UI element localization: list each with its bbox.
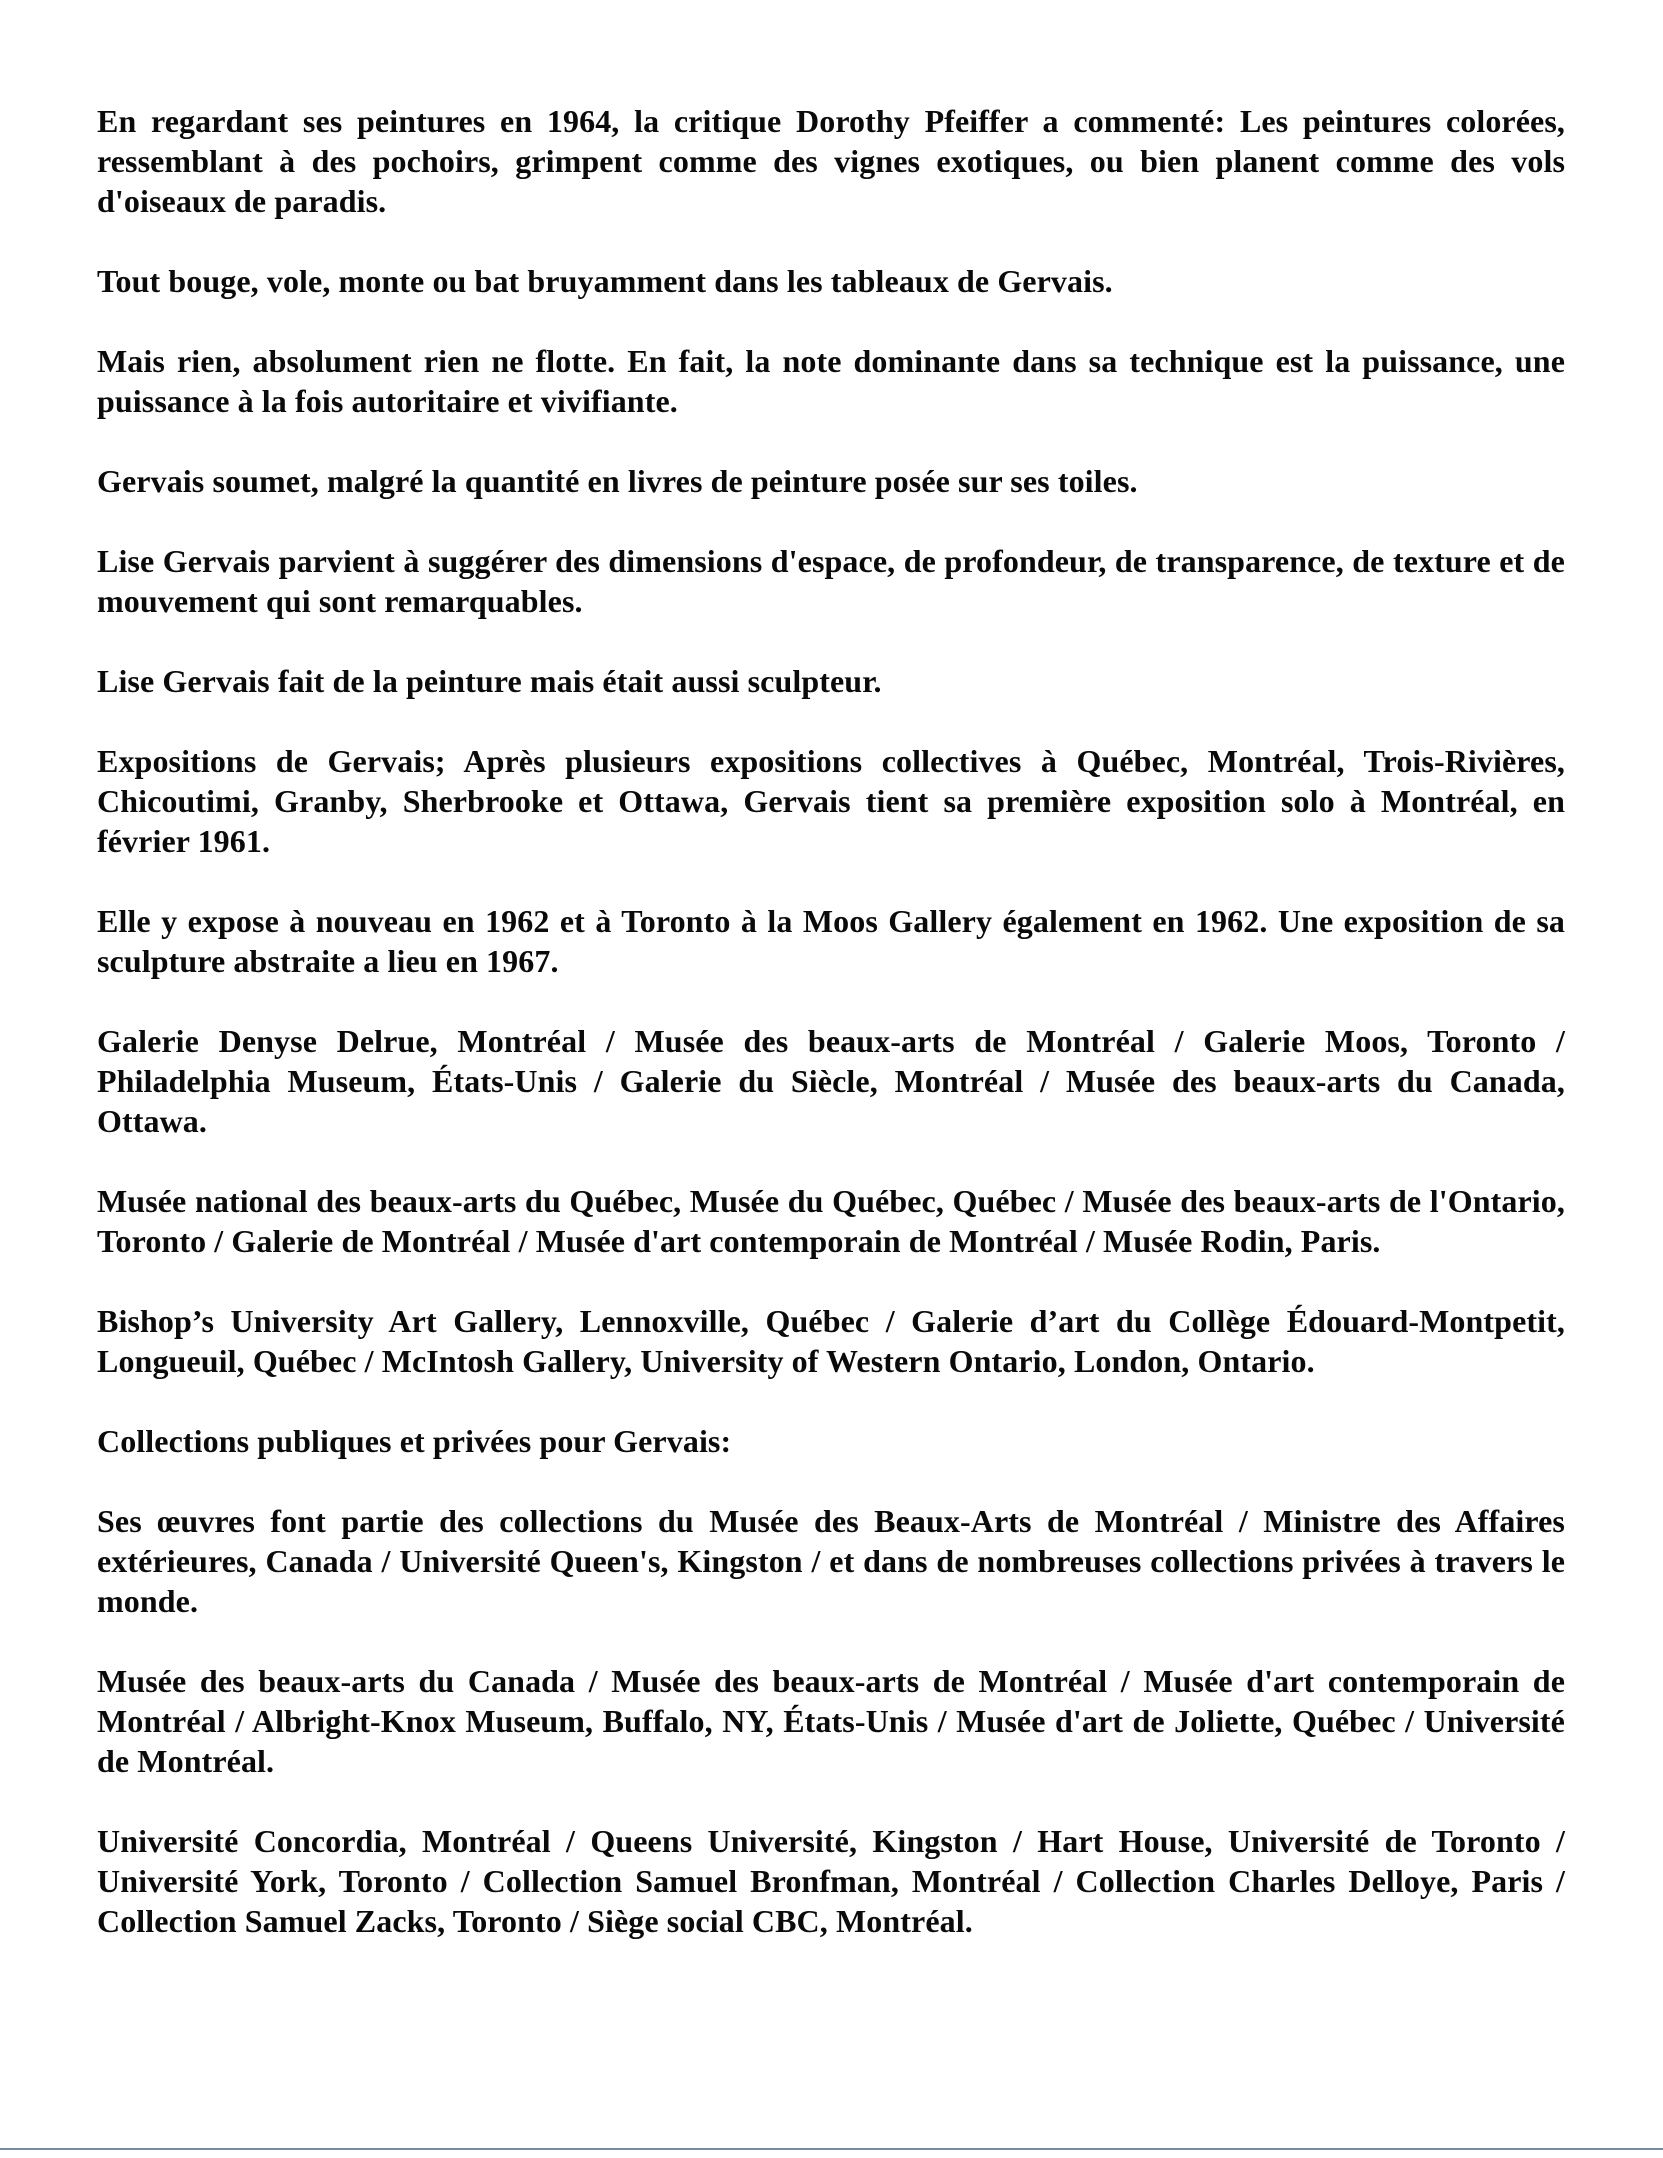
paragraph-collections-1: Ses œuvres font partie des collections du Musée des Beaux-Arts de Montréal / Ministre des Affaires extérieures, Canada / Université Queen's, Kingston / et dans de nombreuses collections privées à travers le monde. <box>97 1503 1565 1619</box>
paragraph-collections-heading: Collections publiques et privées pour Gervais: <box>97 1423 732 1459</box>
document-body <box>97 101 1565 1981</box>
paragraph-1962-exhibition: Elle y expose à nouveau en 1962 et à Toronto à la Moos Gallery également en 1962. Une exposition de sa sculpture abstraite a lieu en 1967. <box>97 903 1565 979</box>
paragraph-movement: Tout bouge, vole, monte ou bat bruyamment dans les tableaux de Gervais. <box>97 263 1113 299</box>
paragraph-exhibitions: Expositions de Gervais; Après plusieurs expositions collectives à Québec, Montréal, Trois-Rivières, Chicoutimi, Granby, Sherbrooke et Ottawa, Gervais tient sa première exposition solo à Montréal, en février 1961. <box>97 743 1565 859</box>
paragraph-pfeiffer-quote: En regardant ses peintures en 1964, la critique Dorothy Pfeiffer a commenté: Les peintures colorées, ressemblant à des pochoirs, grimpent comme des vignes exotiques, ou bien planent comme des vols d'oiseaux de paradis. <box>97 103 1565 219</box>
paragraph-galleries-1: Galerie Denyse Delrue, Montréal / Musée des beaux-arts de Montréal / Galerie Moos, Toronto / Philadelphia Museum, États-Unis / Galerie du Siècle, Montréal / Musée des beaux-arts du Canada, Ottawa. <box>97 1023 1565 1139</box>
paragraph-paint-quantity: Gervais soumet, malgré la quantité en livres de peinture posée sur ses toiles. <box>97 463 1138 499</box>
paragraph-dimensions: Lise Gervais parvient à suggérer des dimensions d'espace, de profondeur, de transparence, de texture et de mouvement qui sont remarquables. <box>97 543 1565 619</box>
paragraph-collections-3: Université Concordia, Montréal / Queens Université, Kingston / Hart House, Université de Toronto / Université York, Toronto / Collection Samuel Bronfman, Montréal / Collection Charles Delloye, Paris / Collection Samuel Zacks, Toronto / Siège social CBC, Montréal. <box>97 1823 1565 1939</box>
bottom-rule <box>0 2148 1663 2150</box>
paragraph-galleries-2: Musée national des beaux-arts du Québec, Musée du Québec, Québec / Musée des beaux-arts de l'Ontario, Toronto / Galerie de Montréal / Musée d'art contemporain de Montréal / Musée Rodin, Paris. <box>97 1183 1565 1259</box>
paragraph-power: Mais rien, absolument rien ne flotte. En fait, la note dominante dans sa technique est la puissance, une puissance à la fois autoritaire et vivifiante. <box>97 343 1565 419</box>
paragraph-galleries-3: Bishop’s University Art Gallery, Lennoxville, Québec / Galerie d’art du Collège Édouard-Montpetit, Longueuil, Québec / McIntosh Gallery, University of Western Ontario, London, Ontario. <box>97 1303 1565 1379</box>
paragraph-sculptor: Lise Gervais fait de la peinture mais était aussi sculpteur. <box>97 663 882 699</box>
paragraph-collections-2: Musée des beaux-arts du Canada / Musée des beaux-arts de Montréal / Musée d'art contemporain de Montréal / Albright-Knox Museum, Buffalo, NY, États-Unis / Musée d'art de Joliette, Québec / Université de Montréal. <box>97 1663 1565 1779</box>
